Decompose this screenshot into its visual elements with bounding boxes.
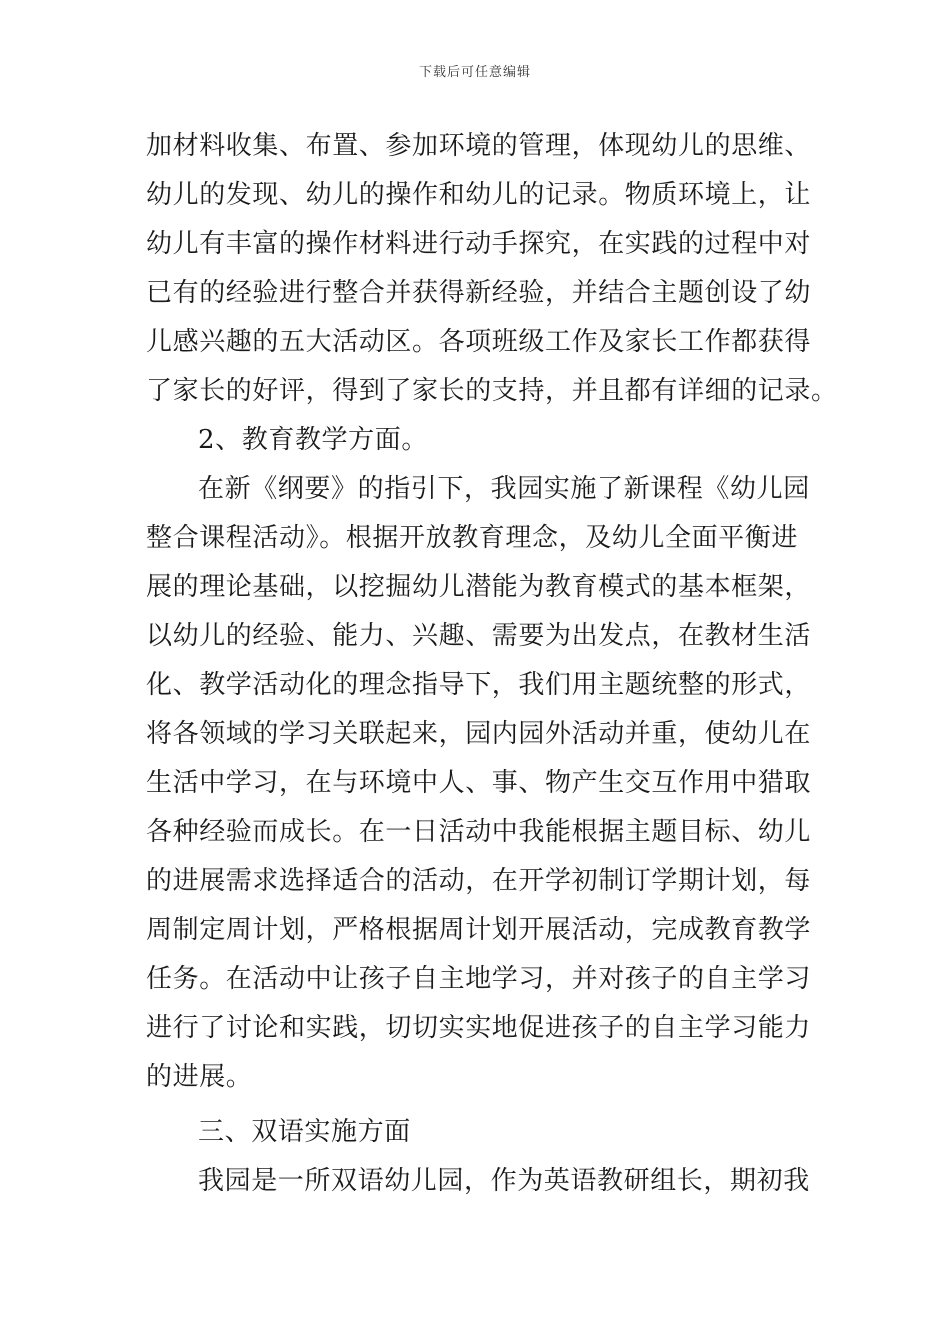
text-line: 化、教学活动化的理念指导下，我们用主题统整的形式， [146,670,812,700]
page-header-note: 下载后可任意编辑 [418,65,531,80]
text-line: 儿感兴趣的五大活动区。各项班级工作及家长工作都获得 [146,327,812,357]
section-heading: 2、教育教学方面。 [198,425,428,455]
text-line: 整合课程活动》。根据开放教育理念，及幼儿全面平衡进 [146,523,799,553]
text-line: 各种经验而成长。在一日活动中我能根据主题目标、幼儿 [146,817,812,847]
text-line: 幼儿的发现、幼儿的操作和幼儿的记录。物质环境上，让 [146,180,812,210]
paragraph-first-line: 我园是一所双语幼儿园，作为英语教研组长，期初我 [198,1166,810,1196]
text-line: 的进展。 [146,1062,253,1092]
section-heading: 三、双语实施方面 [198,1117,411,1147]
text-line: 任务。在活动中让孩子自主地学习，并对孩子的自主学习 [146,964,812,994]
document-body [146,122,838,1206]
text-line: 将各领域的学习关联起来，园内园外活动并重，使幼儿在 [146,719,812,749]
text-line: 周制定周计划，严格根据周计划开展活动，完成教育教学 [146,915,812,945]
text-line: 幼儿有丰富的操作材料进行动手探究，在实践的过程中对 [146,229,812,259]
text-line: 以幼儿的经验、能力、兴趣、需要为出发点，在教材生活 [146,621,812,651]
text-line: 展的理论基础，以挖掘幼儿潜能为教育模式的基本框架， [146,572,812,602]
text-line: 进行了讨论和实践，切切实实地促进孩子的自主学习能力 [146,1013,812,1043]
text-line: 的进展需求选择适合的活动，在开学初制订学期计划，每 [146,866,812,896]
text-line: 了家长的好评，得到了家长的支持，并且都有详细的记录。 [146,376,838,406]
paragraph-first-line: 在新《纲要》的指引下，我园实施了新课程《幼儿园 [198,474,810,504]
text-line: 生活中学习，在与环境中人、事、物产生交互作用中猎取 [146,768,812,798]
text-line: 已有的经验进行整合并获得新经验，并结合主题创设了幼 [146,278,812,308]
text-line: 加材料收集、布置、参加环境的管理，体现幼儿的思维、 [146,131,812,161]
